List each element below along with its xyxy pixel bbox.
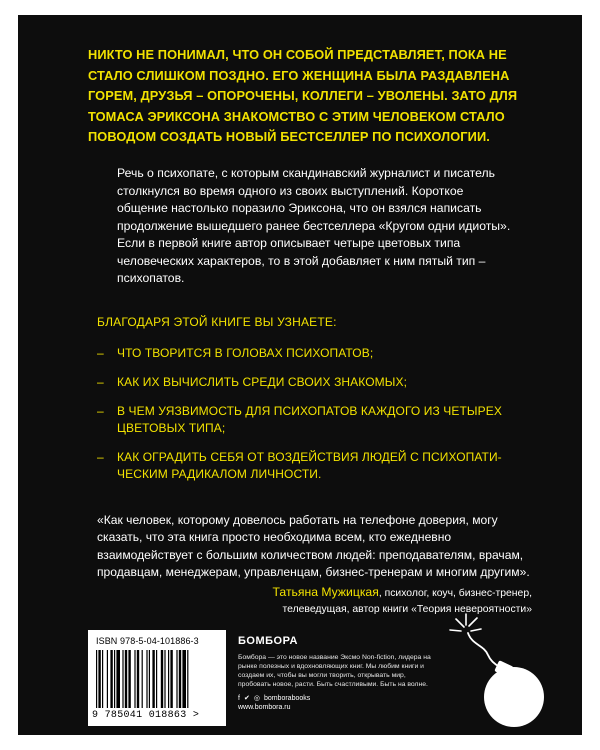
social-links: [238, 694, 433, 702]
publisher-block: [238, 635, 433, 711]
testimonial-quote: «Как человек, которому довелось работать на телефоне доверия, могу сказать, что эта книга просто необходима всем, кто ежедневно взаимодействует с большим количеством людей: преподавателям, врачам, продавцам, менеджерам, управленцам, бизнес-тренерам и многим другим».: [97, 513, 530, 579]
benefit-item: [97, 345, 537, 362]
benefit-item-text: КАК ОГРАДИТЬ СЕБЯ ОТ ВОЗДЕЙСТВИЯ ЛЮДЕЙ С ПСИХОПАТИ-ЧЕСКИМ РАДИКАЛОМ ЛИЧНОСТИ.: [117, 450, 502, 481]
bomb-logo-icon: [438, 605, 558, 735]
barcode-digits: 9 785041 018863 >: [92, 710, 200, 721]
benefit-item: [97, 449, 537, 483]
barcode-image: [96, 650, 218, 710]
isbn-number: ISBN 978-5-04-101886-3: [96, 636, 199, 646]
benefit-item: [97, 403, 537, 437]
quote-author-role: , психолог, коуч, бизнес-тренер,: [378, 588, 532, 599]
bullet-dash: –: [97, 404, 104, 418]
benefits-section: [97, 315, 537, 495]
bullet-dash: –: [97, 346, 104, 360]
benefit-item-text: ЧТО ТВОРИТСЯ В ГОЛОВАХ ПСИХОПАТОВ;: [117, 346, 374, 360]
benefit-item-text: КАК ИХ ВЫЧИСЛИТЬ СРЕДИ СВОИХ ЗНАКОМЫХ;: [117, 375, 408, 389]
benefit-item-text: В ЧЕМ УЯЗВИМОСТЬ ДЛЯ ПСИХОПАТОВ КАЖДОГО ИЗ ЧЕТЫРЕХ ЦВЕТОВЫХ ТИПА;: [117, 404, 502, 435]
intro-paragraph: Речь о психопате, с которым скандинавский журналист и писатель столкнулся во время одного из своих выступлений. Короткое общение настолько поразило Эриксона, что он взялся написать продолжение вышедшего ранее бестселлера «Кругом одни идиоты». Если в первой книге автор описывает четыре цветовых типа человеческих характеров, то в этой добавляет к ним пятый тип – психопатов.: [117, 166, 511, 285]
headline-text: НИКТО НЕ ПОНИМАЛ, ЧТО ОН СОБОЙ ПРЕДСТАВЛЯЕТ, ПОКА НЕ СТАЛО СЛИШКОМ ПОЗДНО. ЕГО ЖЕНЩИНА БЫЛА РАЗДАВЛЕНА ГОРЕМ, ДРУЗЬЯ – ОПОРОЧЕНЫ, КОЛЛЕГИ – УВОЛЕНЫ. ЗАТО ДЛЯ ТОМАСА ЭРИКСОНА ЗНАКОМСТВО С ЭТИМ ЧЕЛОВЕКОМ СТАЛО ПОВОДОМ СОЗДАТЬ НОВЫЙ БЕСТСЕЛЛЕР ПО ПСИХОЛОГИИ.: [88, 47, 518, 144]
benefits-title: БЛАГОДАРЯ ЭТОЙ КНИГЕ ВЫ УЗНАЕТЕ:: [97, 315, 337, 329]
publisher-description: Бомбора — это новое название Эксмо Non-fiction, лидера на рынке полезных и вдохновляющих книг. Мы любим книги и создаем их, чтобы вы могли творить, открывать мир, пробовать новое, расти. Быть счастливыми. Быть на волне.: [238, 654, 431, 689]
bullet-dash: –: [97, 450, 104, 464]
vk-icon: ✔: [243, 695, 250, 703]
barcode-panel: [88, 630, 226, 726]
benefits-list: [97, 345, 537, 483]
facebook-icon: f: [238, 694, 240, 702]
bullet-dash: –: [97, 375, 104, 389]
benefit-item: [97, 374, 537, 391]
quote-author-role-line2: телеведущая, автор книги «Теория невероятности»: [282, 604, 532, 615]
publisher-website: www.bombora.ru: [238, 704, 291, 712]
social-handle: bomborabooks: [263, 694, 311, 702]
book-back-cover: [18, 15, 582, 735]
instagram-icon: ◎: [253, 695, 260, 703]
publisher-name: БОМБОРА: [238, 635, 298, 647]
quote-author-name: Татьяна Мужицкая: [272, 585, 379, 599]
